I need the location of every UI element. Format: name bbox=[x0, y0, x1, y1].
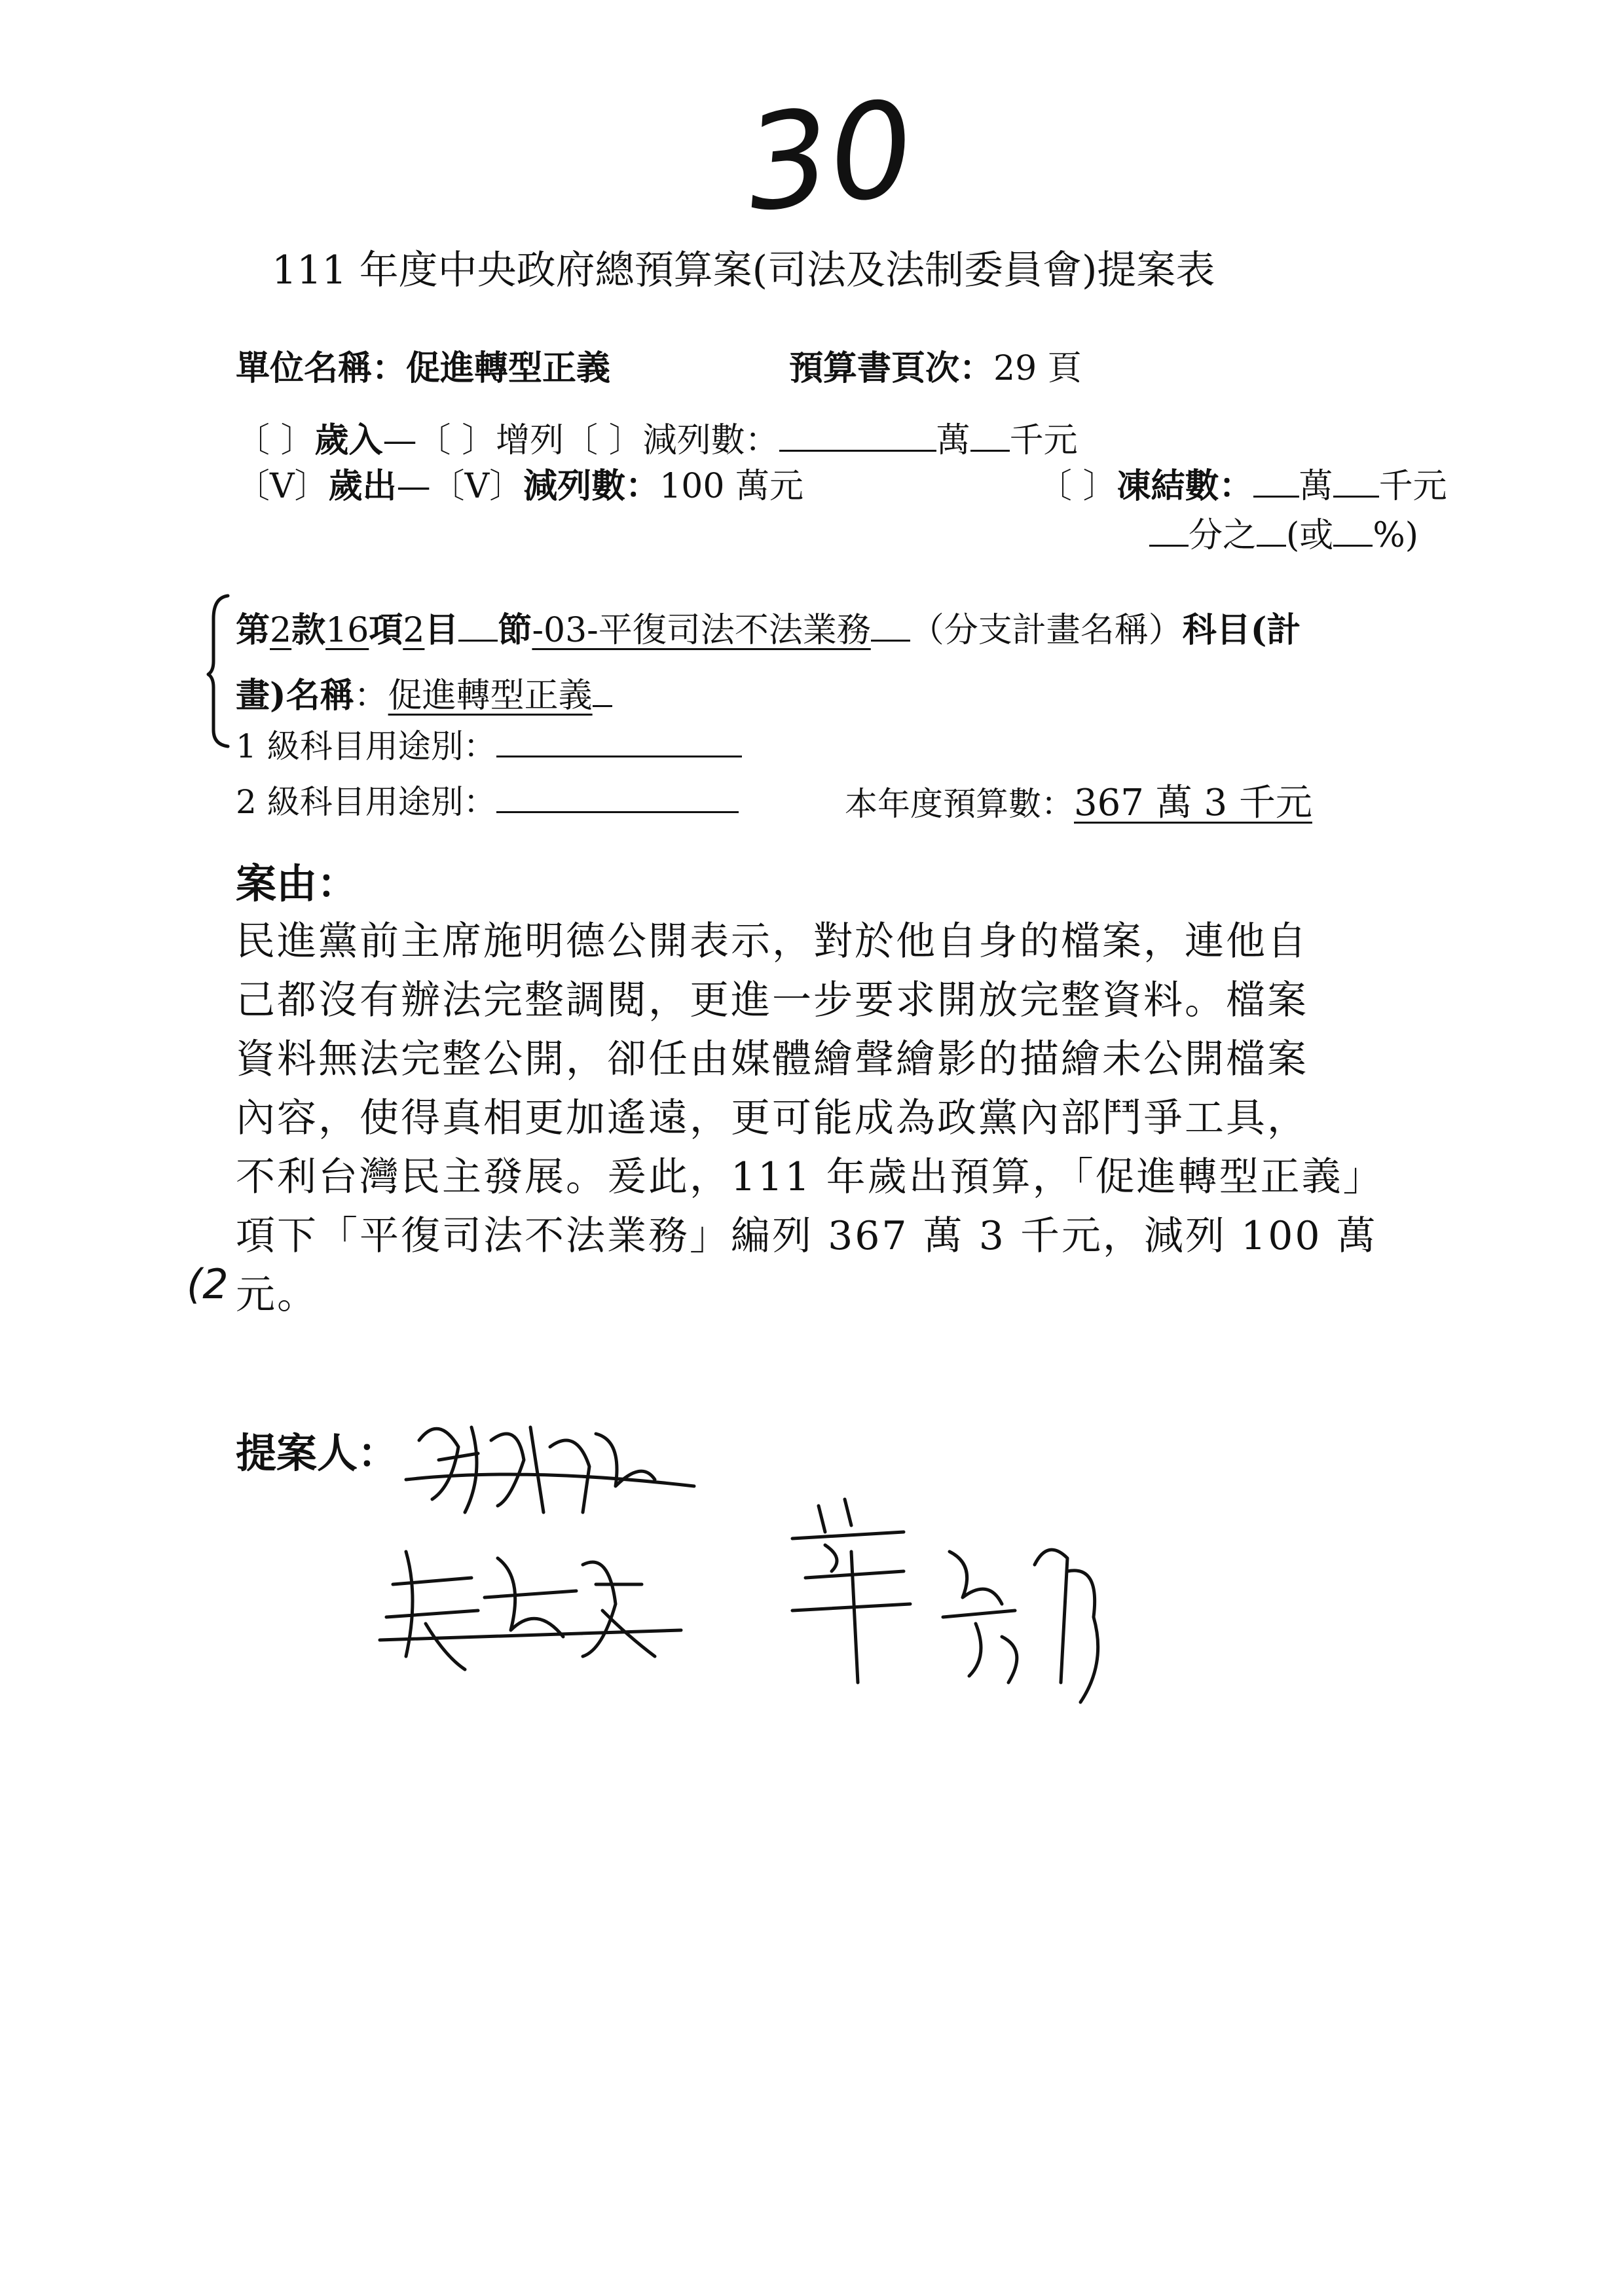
subject-row-2 bbox=[236, 668, 612, 717]
subject-program: -03-平復司法不法業務 bbox=[532, 611, 871, 650]
handwritten-page-number: 30 bbox=[739, 72, 921, 242]
proposer-label: 提案人： bbox=[236, 1429, 399, 1477]
expenditure-decrease-value: 100 萬元 bbox=[659, 467, 803, 506]
subject-program-type: （分支計畫名稱） bbox=[910, 611, 1183, 650]
budget-page-row bbox=[789, 340, 1082, 390]
revenue-wan: 萬 bbox=[936, 421, 970, 460]
subject-kuan: 2 bbox=[270, 611, 292, 650]
subject-name: 促進轉型正義 bbox=[388, 676, 593, 716]
revenue-qian-yuan: 千元 bbox=[1009, 421, 1078, 460]
subject-xiang: 16 bbox=[325, 611, 369, 650]
expenditure-decrease-label: 減列數： bbox=[523, 466, 660, 506]
fraction-row bbox=[1149, 507, 1418, 556]
subject-label-2: 畫)名稱 bbox=[236, 676, 354, 716]
reason-line-4: 內容，使得真相更加遙遠，更可能成為政黨內部鬥爭工具， bbox=[236, 1095, 1308, 1141]
reason-line-1: 民進黨前主席施明德公開表示，對於他自身的檔案，連他自 bbox=[236, 919, 1308, 964]
budget-label: 本年度預算數： bbox=[845, 785, 1074, 823]
subject-di: 第 bbox=[236, 610, 270, 650]
subject-mu-label: 目 bbox=[424, 610, 459, 650]
fraction-blank-2 bbox=[1257, 545, 1286, 547]
level1-row bbox=[236, 720, 742, 767]
revenue-label: 歲入 bbox=[314, 420, 383, 460]
reason-line-2: 己都沒有辦法完整調閱，更進一步要求開放完整資料。檔案 bbox=[236, 977, 1308, 1023]
decrease-checkbox: 〔 〕 bbox=[564, 421, 643, 460]
level1-label: 1 級科目用途別： bbox=[236, 727, 496, 765]
unit-row bbox=[236, 340, 610, 390]
reason-line-5: 不利台灣民主發展。爰此，111 年歲出預算，「促進轉型正義」 bbox=[236, 1154, 1384, 1200]
form-title: 111 年度中央政府總預算案(司法及法制委員會)提案表 bbox=[272, 247, 1215, 293]
freeze-checkbox: 〔 〕 bbox=[1038, 467, 1117, 506]
subject-program-blank bbox=[871, 640, 910, 642]
subject-jie-blank bbox=[458, 640, 498, 642]
expenditure-label: 歲出 bbox=[328, 466, 397, 506]
level2-row bbox=[236, 776, 739, 823]
subject-colon: ： bbox=[354, 676, 388, 716]
fraction-blank-1 bbox=[1149, 545, 1189, 547]
fraction-fen-zhi: 分之 bbox=[1189, 516, 1257, 555]
budget-page-label: 預算書頁次： bbox=[789, 348, 994, 388]
revenue-qian-blank bbox=[970, 450, 1010, 452]
revenue-decrease-blank bbox=[779, 450, 936, 452]
expenditure-row bbox=[236, 458, 803, 507]
subject-label-1: 科目(計 bbox=[1182, 610, 1301, 650]
increase-label: 增列 bbox=[496, 421, 564, 460]
level2-label: 2 級科目用途別： bbox=[236, 783, 496, 821]
budget-value: 367 萬 3 千元 bbox=[1074, 782, 1312, 824]
handwritten-note: (2 bbox=[187, 1260, 229, 1308]
subject-jie-label: 節 bbox=[498, 610, 532, 650]
unit-value: 促進轉型正義 bbox=[406, 348, 611, 388]
level2-blank bbox=[496, 811, 739, 813]
budget-page-value: 29 頁 bbox=[993, 349, 1082, 388]
revenue-checkbox: 〔 〕 bbox=[236, 421, 315, 460]
expenditure-dash: —〔V〕 bbox=[396, 467, 524, 506]
fraction-huo: (或 bbox=[1286, 516, 1334, 555]
subject-bracket bbox=[208, 592, 234, 750]
reason-line-7: 元。 bbox=[236, 1272, 318, 1318]
subject-name-blank bbox=[593, 705, 612, 707]
signature-1 bbox=[393, 1401, 720, 1532]
freeze-wan-blank bbox=[1253, 496, 1299, 498]
revenue-row bbox=[236, 412, 1078, 462]
expenditure-checkbox: 〔V〕 bbox=[236, 467, 329, 506]
fraction-blank-3 bbox=[1333, 545, 1373, 547]
revenue-dash: —〔 〕 bbox=[382, 421, 496, 460]
fraction-percent: %) bbox=[1373, 516, 1419, 555]
signature-3 bbox=[753, 1486, 1146, 1702]
subject-row-1 bbox=[236, 602, 1301, 651]
freeze-label: 凍結數： bbox=[1116, 466, 1253, 506]
subject-mu: 2 bbox=[403, 611, 425, 650]
reason-line-3: 資料無法完整公開，卻任由媒體繪聲繪影的描繪未公開檔案 bbox=[236, 1036, 1308, 1082]
reason-heading: 案由： bbox=[236, 860, 358, 907]
freeze-row bbox=[1038, 458, 1447, 507]
freeze-wan: 萬 bbox=[1299, 467, 1333, 506]
signature-2 bbox=[367, 1525, 707, 1676]
freeze-qian-yuan: 千元 bbox=[1378, 467, 1447, 506]
freeze-qian-blank bbox=[1333, 496, 1379, 498]
level1-blank bbox=[496, 756, 742, 757]
revenue-decrease-label: 減列數： bbox=[642, 421, 779, 460]
budget-row bbox=[845, 774, 1312, 826]
subject-xiang-label: 項 bbox=[369, 610, 403, 650]
reason-line-6: 項下「平復司法不法業務」編列 367 萬 3 千元，減列 100 萬 bbox=[236, 1213, 1378, 1259]
unit-label: 單位名稱： bbox=[236, 348, 407, 388]
subject-kuan-label: 款 bbox=[291, 610, 326, 650]
